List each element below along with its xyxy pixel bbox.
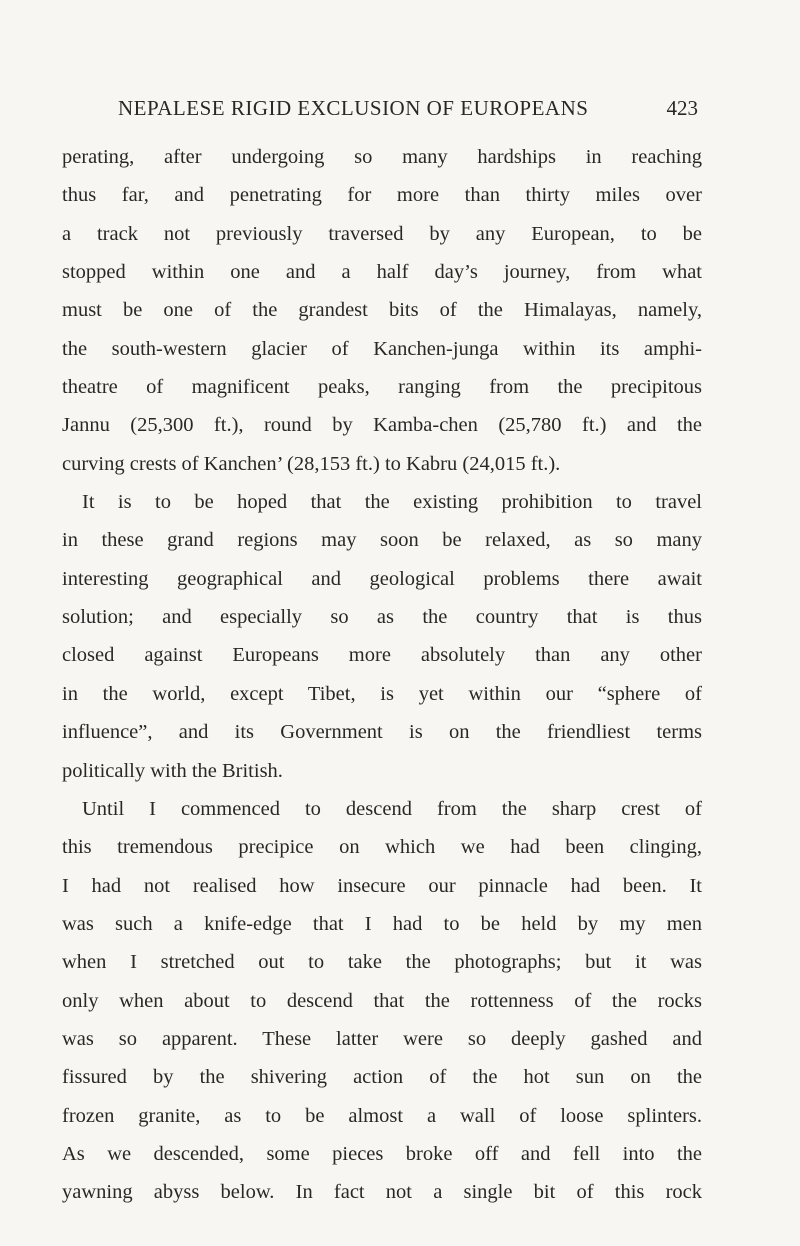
running-title: NEPALESE RIGID EXCLUSION OF EUROPEANS <box>118 96 589 120</box>
text-line: yawning abyss below. In fact not a single bit of this rock <box>62 1181 702 1204</box>
text-line: was such a knife-edge that I had to be held by my men <box>62 912 702 935</box>
text-line: was so apparent. These latter were so deeply gashed and <box>62 1027 702 1050</box>
text-line: interesting geographical and geological problems there await <box>62 567 702 590</box>
text-line: the south-western glacier of Kanchen-junga within its amphi- <box>62 337 702 360</box>
running-head <box>118 96 698 126</box>
text-line: thus far, and penetrating for more than thirty miles over <box>62 184 702 207</box>
text-line: It is to be hoped that the existing prohibition to travel <box>82 491 702 514</box>
text-line: solution; and especially so as the country that is thus <box>62 606 702 629</box>
text-line: in these grand regions may soon be relaxed, as so many <box>62 529 702 552</box>
text-line: closed against Europeans more absolutely than any other <box>62 644 702 667</box>
page-number: 423 <box>666 96 698 120</box>
text-line: only when about to descend that the rottenness of the rocks <box>62 989 702 1012</box>
text-line: theatre of magnificent peaks, ranging from the precipitous <box>62 376 702 399</box>
text-line: influence”, and its Government is on the friendliest terms <box>62 721 702 744</box>
text-line: Until I commenced to descend from the sharp crest of <box>82 797 702 820</box>
text-line: when I stretched out to take the photographs; but it was <box>62 951 702 974</box>
text-line: this tremendous precipice on which we had been clinging, <box>62 836 702 859</box>
body-text <box>62 138 702 1212</box>
text-line: I had not realised how insecure our pinnacle had been. It <box>62 874 702 897</box>
text-line: stopped within one and a half day’s journey, from what <box>62 261 702 284</box>
text-line: a track not previously traversed by any European, to be <box>62 222 702 245</box>
text-line: fissured by the shivering action of the hot sun on the <box>62 1066 702 1089</box>
text-line: perating, after undergoing so many hardships in reaching <box>62 146 702 168</box>
text-line: in the world, except Tibet, is yet within our “sphere of <box>62 682 702 705</box>
text-line: Jannu (25,300 ft.), round by Kamba-chen (25,780 ft.) and the <box>62 414 702 437</box>
text-line: curving crests of Kanchen’ (28,153 ft.) to Kabru (24,015 ft.). <box>62 452 561 475</box>
text-line: politically with the British. <box>62 759 283 782</box>
text-line: frozen granite, as to be almost a wall of loose splinters. <box>62 1104 702 1127</box>
text-line: As we descended, some pieces broke off and fell into the <box>62 1142 702 1165</box>
text-line: must be one of the grandest bits of the Himalayas, namely, <box>62 299 702 322</box>
